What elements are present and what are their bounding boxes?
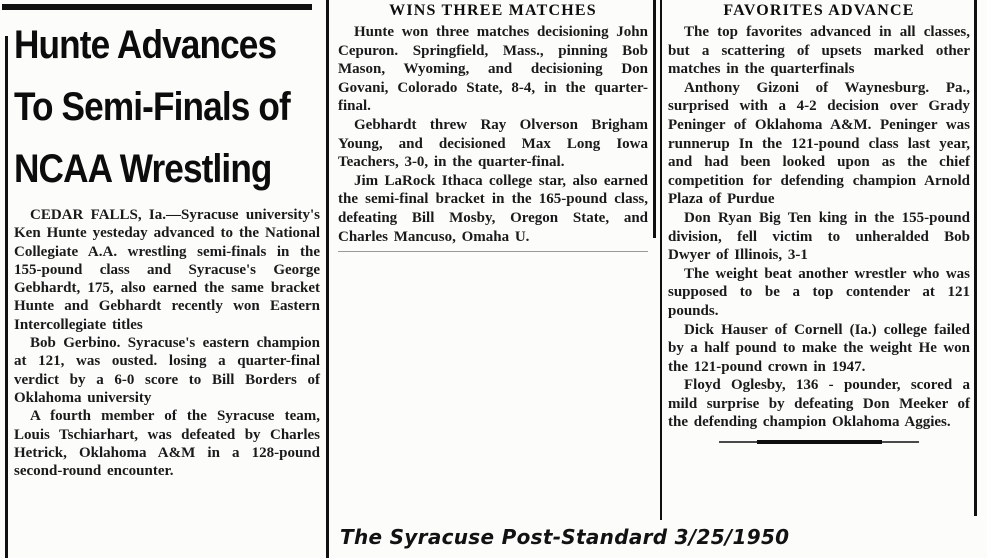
paragraph: Jim LaRock Ithaca college star, also earned the semi-final bracket in the 165-pound class, defeating Bill Mosby, Oregon State, and Charles Mancuso, Omaha U. [338, 172, 648, 245]
article-column-left [14, 0, 320, 480]
column-divider-middle-right-inner [660, 0, 662, 520]
paragraph: A fourth member of the Syracuse team, Louis Tschiarhart, was defeated by Charles Hetrick, Oklahoma A&M in a 128-pound second-round encounter. [14, 408, 320, 480]
paragraph: Gebhardt threw Ray Olverson Brigham Young, and decisioned Max Long Iowa Teachers, 3-0, in the quarter-final. [338, 116, 648, 171]
article-column-middle [338, 0, 648, 252]
column-divider-middle-right-outer [653, 0, 656, 238]
source-caption: The Syracuse Post-Standard 3/25/1950 [340, 525, 790, 549]
right-edge-rule [974, 0, 977, 516]
paragraph: The weight beat another wrestler who was supposed to be a top contender at 121 pounds. [668, 265, 970, 319]
article-end-rule [719, 441, 919, 443]
headline-line-3: NCAA Wrestling [14, 147, 272, 191]
article-end-rule-center [757, 440, 882, 444]
paragraph: Dick Hauser of Cornell (Ia.) college failed by a half pound to make the weight He won the 121-pound crown in 1947. [668, 321, 970, 375]
paragraph: Hunte won three matches decisioning John Cepuron. Springfield, Mass., pinning Bob Mason, Wyoming, and decisioning Don Govani, Colorado State, 8-4, in the quarter-final. [338, 24, 648, 115]
column-divider-left-middle [326, 0, 329, 558]
middle-column-body [338, 23, 648, 246]
paragraph: Floyd Oglesby, 136 - pounder, scored a mild surprise by defeating Don Meeker of the defending champion Oklahoma Aggies. [668, 377, 970, 431]
paragraph: Anthony Gizoni of Waynesburg. Pa., surprised with a 4-2 decision over Grady Peninger of Oklahoma A&M. Peninger was runnerup In the 121-pound class last year, and had been looked upon as the chief competition for defending champion Arnold Plaza of Purdue [668, 79, 970, 208]
headline [14, 14, 321, 200]
middle-column-header: WINS THREE MATCHES [389, 2, 597, 19]
left-edge-rule [5, 36, 8, 558]
paragraph: CEDAR FALLS, Ia.—Syracuse university's Ken Hunte yesteday advanced to the National Collegiate A.A. wrestling semi-finals in the 155-pound class and Syracuse's George Gebhardt, 175, also earned the same bracket Hunte and Gebhardt recently won Eastern Intercollegiate titles [14, 207, 320, 333]
headline-line-2: To Semi-Finals of [14, 85, 290, 129]
paragraph: Bob Gerbino. Syracuse's eastern champion at 121, was ousted. losing a quarter-final verdict by a 6-0 score to Bill Borders of Oklahoma university [14, 335, 320, 406]
right-column-header: FAVORITES ADVANCE [723, 2, 915, 19]
paragraph: The top favorites advanced in all classes, but a scattering of upsets marked other matches in the quarterfinals [668, 24, 970, 78]
article-column-right [668, 0, 970, 443]
paragraph: Don Ryan Big Ten king in the 155-pound division, fell victim to unheralded Bob Dwyer of Illinois, 3-1 [668, 209, 970, 264]
headline-line-1: Hunte Advances [14, 23, 277, 67]
right-column-body [668, 23, 970, 432]
middle-column-end-rule [338, 251, 648, 252]
left-column-body [14, 206, 320, 480]
